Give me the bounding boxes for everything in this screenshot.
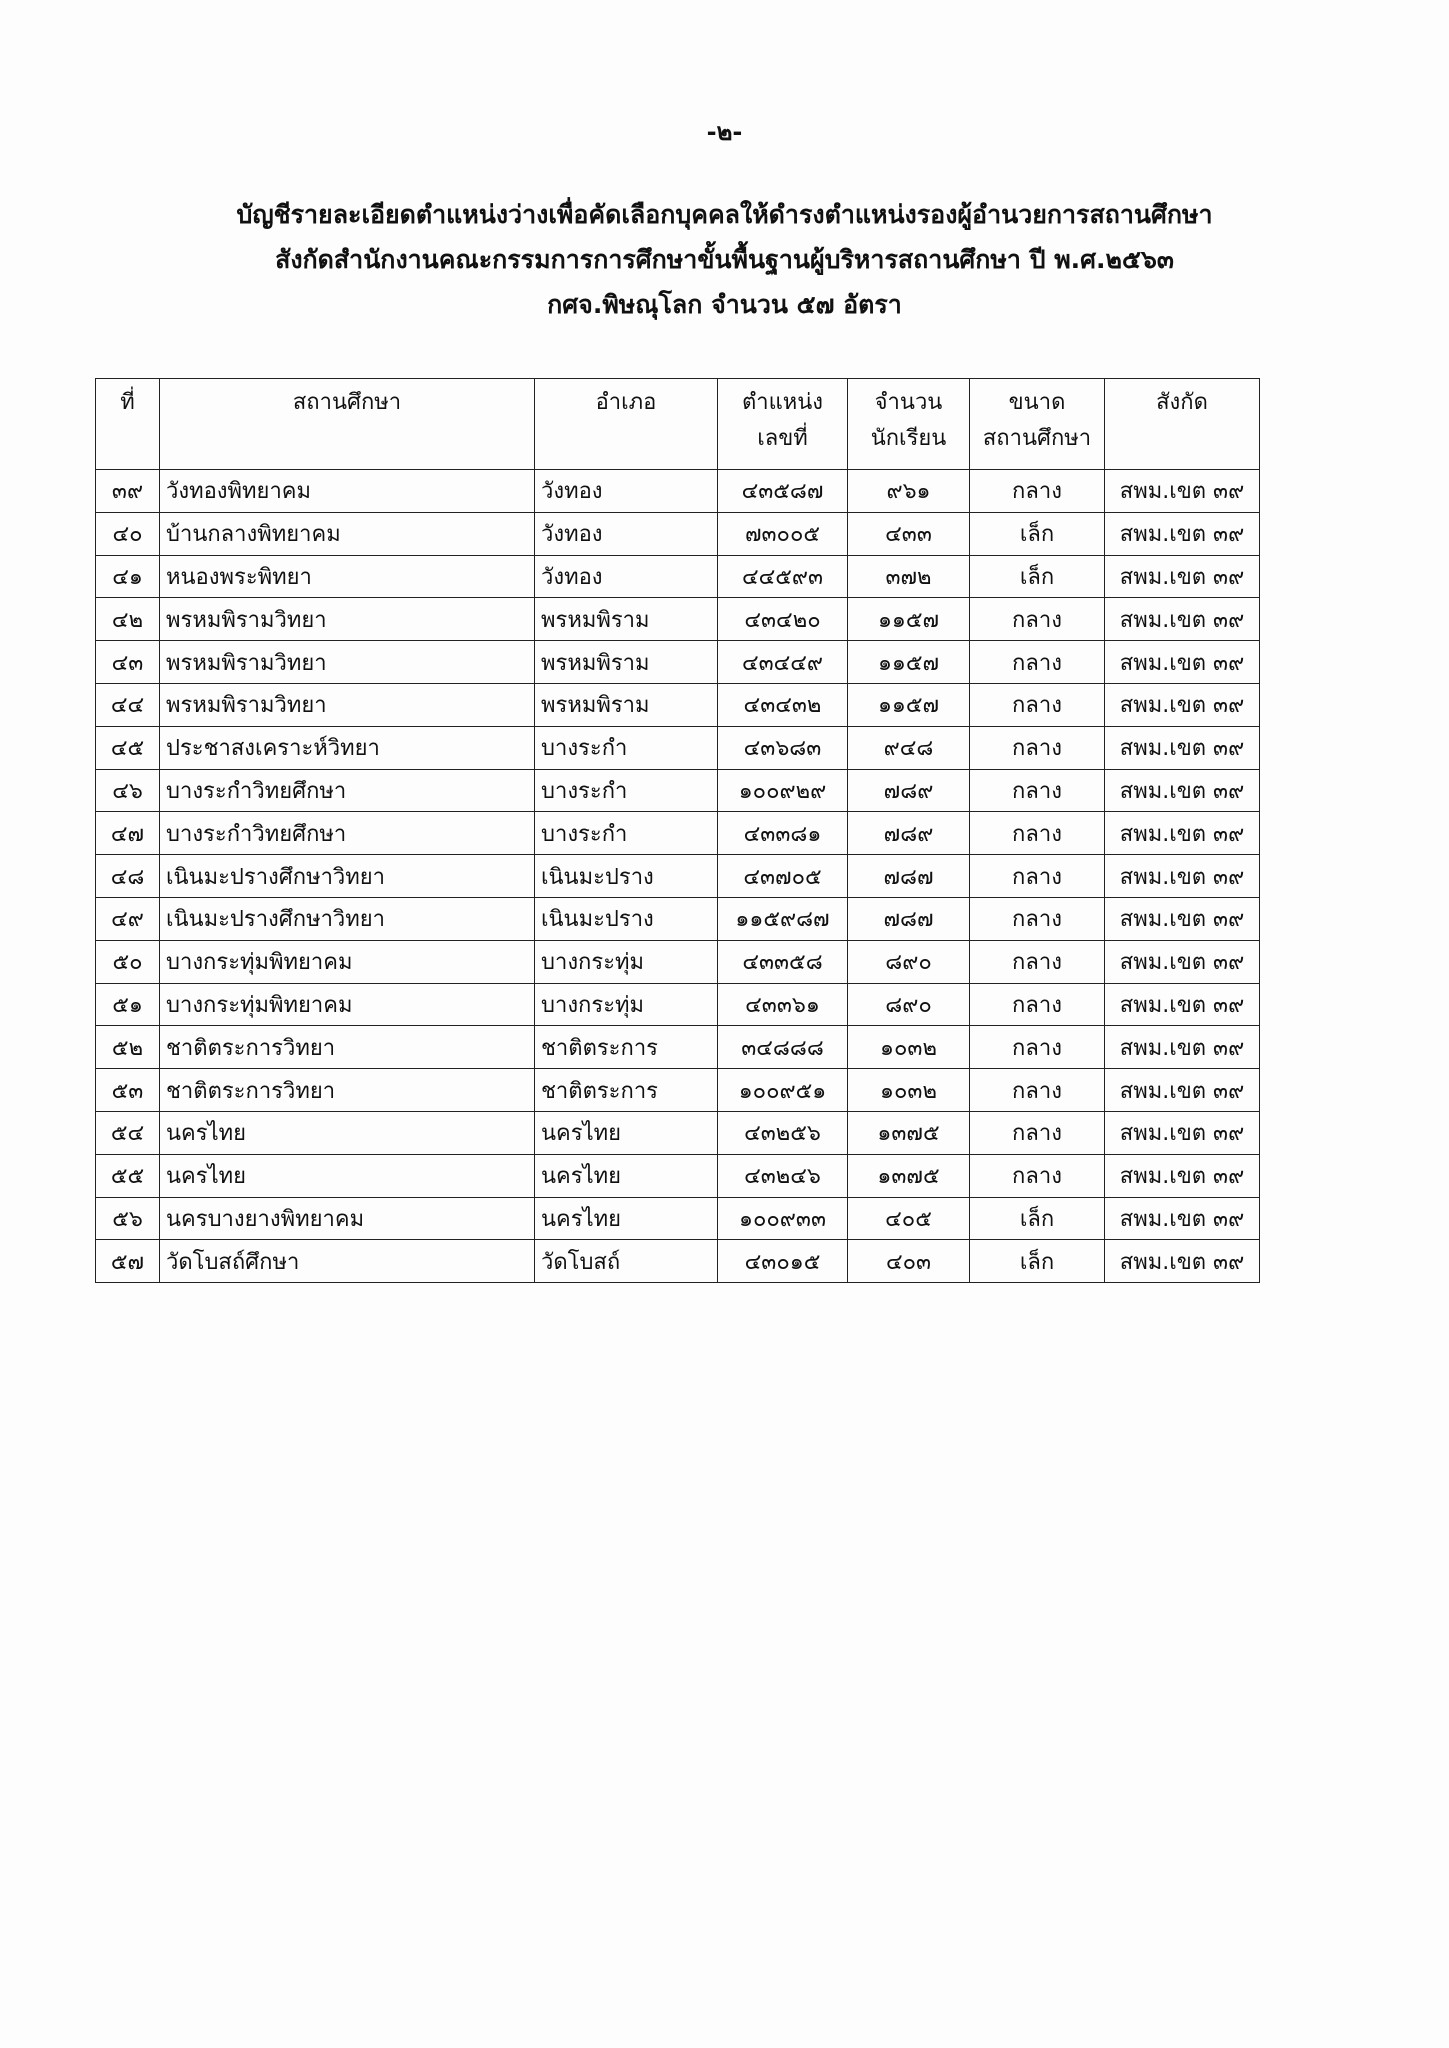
cell-position-number: ๔๓๐๑๕ [718, 1240, 848, 1283]
cell-student-count: ๘๙๐ [848, 940, 970, 983]
cell-position-number: ๔๓๒๕๖ [718, 1111, 848, 1154]
cell-school-size: กลาง [970, 855, 1105, 898]
cell-position-number: ๔๔๕๙๓ [718, 555, 848, 598]
cell-district: นครไทย [535, 1154, 718, 1197]
cell-student-count: ๙๔๘ [848, 726, 970, 769]
cell-district: ชาติตระการ [535, 1026, 718, 1069]
cell-school: นครบางยางพิทยาคม [160, 1197, 535, 1240]
cell-office: สพม.เขต ๓๙ [1105, 555, 1260, 598]
cell-no: ๔๔ [96, 683, 160, 726]
cell-office: สพม.เขต ๓๙ [1105, 1026, 1260, 1069]
cell-student-count: ๑๑๕๗ [848, 598, 970, 641]
cell-no: ๕๔ [96, 1111, 160, 1154]
cell-school: นครไทย [160, 1154, 535, 1197]
cell-position-number: ๑๑๕๙๘๗ [718, 897, 848, 940]
cell-school: บางระกำวิทยศึกษา [160, 769, 535, 812]
table-row [96, 641, 1260, 684]
cell-office: สพม.เขต ๓๙ [1105, 1069, 1260, 1112]
cell-no: ๕๖ [96, 1197, 160, 1240]
cell-no: ๕๗ [96, 1240, 160, 1283]
cell-school-size: กลาง [970, 1026, 1105, 1069]
cell-school: เนินมะปรางศึกษาวิทยา [160, 897, 535, 940]
table-row [96, 512, 1260, 555]
cell-no: ๔๒ [96, 598, 160, 641]
cell-no: ๔๑ [96, 555, 160, 598]
cell-office: สพม.เขต ๓๙ [1105, 983, 1260, 1026]
cell-office: สพม.เขต ๓๙ [1105, 1111, 1260, 1154]
cell-district: บางระกำ [535, 769, 718, 812]
cell-no: ๕๓ [96, 1069, 160, 1112]
cell-district: พรหมพิราม [535, 683, 718, 726]
cell-no: ๔๐ [96, 512, 160, 555]
cell-student-count: ๑๑๕๗ [848, 641, 970, 684]
page-number: -๒- [706, 118, 743, 146]
cell-district: บางกระทุ่ม [535, 983, 718, 1026]
table-header-row [96, 379, 1260, 470]
cell-school-size: กลาง [970, 983, 1105, 1026]
table-row [96, 555, 1260, 598]
title-line-1: บัญชีรายละเอียดตำแหน่งว่างเพื่อคัดเลือกบุคคลให้ดำรงตำแหน่งรองผู้อำนวยการสถานศึกษา [236, 200, 1213, 229]
cell-position-number: ๔๓๖๘๓ [718, 726, 848, 769]
table-row [96, 812, 1260, 855]
cell-district: บางกระทุ่ม [535, 940, 718, 983]
table-row [96, 683, 1260, 726]
cell-school-size: กลาง [970, 769, 1105, 812]
cell-position-number: ๔๓๒๔๖ [718, 1154, 848, 1197]
table-row [96, 1197, 1260, 1240]
cell-office: สพม.เขต ๓๙ [1105, 598, 1260, 641]
cell-district: เนินมะปราง [535, 855, 718, 898]
cell-school: เนินมะปรางศึกษาวิทยา [160, 855, 535, 898]
cell-school-size: กลาง [970, 470, 1105, 513]
cell-no: ๔๖ [96, 769, 160, 812]
cell-office: สพม.เขต ๓๙ [1105, 940, 1260, 983]
cell-school-size: กลาง [970, 1069, 1105, 1112]
cell-position-number: ๗๓๐๐๕ [718, 512, 848, 555]
cell-position-number: ๔๓๗๐๕ [718, 855, 848, 898]
table-row [96, 983, 1260, 1026]
cell-student-count: ๑๐๓๒ [848, 1069, 970, 1112]
cell-student-count: ๗๘๙ [848, 769, 970, 812]
cell-no: ๔๕ [96, 726, 160, 769]
cell-district: วังทอง [535, 470, 718, 513]
table-row [96, 855, 1260, 898]
cell-school-size: กลาง [970, 726, 1105, 769]
cell-no: ๔๙ [96, 897, 160, 940]
cell-position-number: ๔๓๔๓๒ [718, 683, 848, 726]
cell-office: สพม.เขต ๓๙ [1105, 812, 1260, 855]
table-row [96, 1069, 1260, 1112]
cell-school-size: เล็ก [970, 1197, 1105, 1240]
cell-school: บางกระทุ่มพิทยาคม [160, 983, 535, 1026]
table-row [96, 769, 1260, 812]
cell-no: ๔๓ [96, 641, 160, 684]
header-district: อำเภอ [535, 379, 718, 470]
cell-district: นครไทย [535, 1197, 718, 1240]
cell-student-count: ๔๓๓ [848, 512, 970, 555]
cell-no: ๕๒ [96, 1026, 160, 1069]
cell-position-number: ๓๔๘๘๘ [718, 1026, 848, 1069]
cell-school: บ้านกลางพิทยาคม [160, 512, 535, 555]
cell-school-size: กลาง [970, 641, 1105, 684]
cell-student-count: ๑๓๗๕ [848, 1111, 970, 1154]
cell-office: สพม.เขต ๓๙ [1105, 897, 1260, 940]
table-row [96, 1240, 1260, 1283]
table-row [96, 897, 1260, 940]
cell-student-count: ๑๓๗๕ [848, 1154, 970, 1197]
cell-school-size: เล็ก [970, 1240, 1105, 1283]
title-line-2: สังกัดสำนักงานคณะกรรมการการศึกษาขั้นพื้นฐานผู้บริหารสถานศึกษา ปี พ.ศ.๒๕๖๓ [275, 245, 1174, 274]
cell-office: สพม.เขต ๓๙ [1105, 855, 1260, 898]
cell-school: พรหมพิรามวิทยา [160, 683, 535, 726]
cell-district: เนินมะปราง [535, 897, 718, 940]
cell-district: ชาติตระการ [535, 1069, 718, 1112]
cell-student-count: ๗๘๗ [848, 897, 970, 940]
cell-no: ๕๐ [96, 940, 160, 983]
cell-no: ๔๘ [96, 855, 160, 898]
cell-student-count: ๔๐๓ [848, 1240, 970, 1283]
cell-school: ประชาสงเคราะห์วิทยา [160, 726, 535, 769]
cell-school: วัดโบสถ์ศึกษา [160, 1240, 535, 1283]
cell-office: สพม.เขต ๓๙ [1105, 512, 1260, 555]
table-row [96, 726, 1260, 769]
cell-no: ๕๕ [96, 1154, 160, 1197]
cell-district: วัดโบสถ์ [535, 1240, 718, 1283]
cell-student-count: ๗๘๙ [848, 812, 970, 855]
cell-office: สพม.เขต ๓๙ [1105, 1154, 1260, 1197]
cell-student-count: ๘๙๐ [848, 983, 970, 1026]
cell-school-size: กลาง [970, 683, 1105, 726]
cell-student-count: ๑๑๕๗ [848, 683, 970, 726]
cell-position-number: ๔๓๓๖๑ [718, 983, 848, 1026]
cell-student-count: ๙๖๑ [848, 470, 970, 513]
cell-no: ๔๗ [96, 812, 160, 855]
table-row [96, 1026, 1260, 1069]
cell-office: สพม.เขต ๓๙ [1105, 769, 1260, 812]
table-row [96, 598, 1260, 641]
cell-student-count: ๑๐๓๒ [848, 1026, 970, 1069]
cell-district: พรหมพิราม [535, 598, 718, 641]
cell-position-number: ๑๐๐๙๕๑ [718, 1069, 848, 1112]
cell-no: ๕๑ [96, 983, 160, 1026]
cell-office: สพม.เขต ๓๙ [1105, 470, 1260, 513]
cell-school-size: กลาง [970, 940, 1105, 983]
header-student-count: จำนวน นักเรียน [848, 379, 970, 470]
header-office: สังกัด [1105, 379, 1260, 470]
cell-district: วังทอง [535, 555, 718, 598]
cell-office: สพม.เขต ๓๙ [1105, 1240, 1260, 1283]
cell-position-number: ๔๓๓๘๑ [718, 812, 848, 855]
vacancy-table [95, 378, 1260, 1283]
cell-position-number: ๑๐๐๙๒๙ [718, 769, 848, 812]
cell-student-count: ๗๘๗ [848, 855, 970, 898]
table-row [96, 1111, 1260, 1154]
cell-office: สพม.เขต ๓๙ [1105, 683, 1260, 726]
cell-position-number: ๔๓๕๘๗ [718, 470, 848, 513]
cell-school-size: เล็ก [970, 555, 1105, 598]
header-school: สถานศึกษา [160, 379, 535, 470]
cell-office: สพม.เขต ๓๙ [1105, 1197, 1260, 1240]
cell-school: ชาติตระการวิทยา [160, 1026, 535, 1069]
cell-school-size: กลาง [970, 812, 1105, 855]
header-no: ที่ [96, 379, 160, 470]
cell-school: บางกระทุ่มพิทยาคม [160, 940, 535, 983]
cell-position-number: ๑๐๐๙๓๓ [718, 1197, 848, 1240]
cell-school: พรหมพิรามวิทยา [160, 598, 535, 641]
table-row [96, 940, 1260, 983]
cell-school-size: เล็ก [970, 512, 1105, 555]
cell-school: ชาติตระการวิทยา [160, 1069, 535, 1112]
cell-district: วังทอง [535, 512, 718, 555]
cell-school-size: กลาง [970, 598, 1105, 641]
cell-school: หนองพระพิทยา [160, 555, 535, 598]
cell-student-count: ๔๐๕ [848, 1197, 970, 1240]
cell-student-count: ๓๗๒ [848, 555, 970, 598]
cell-district: พรหมพิราม [535, 641, 718, 684]
table-body [96, 470, 1260, 1283]
cell-district: บางระกำ [535, 812, 718, 855]
cell-position-number: ๔๓๔๒๐ [718, 598, 848, 641]
cell-district: นครไทย [535, 1111, 718, 1154]
header-school-size: ขนาด สถานศึกษา [970, 379, 1105, 470]
cell-school-size: กลาง [970, 1111, 1105, 1154]
title-line-3: กศจ.พิษณุโลก จำนวน ๕๗ อัตรา [547, 290, 902, 319]
table-row [96, 470, 1260, 513]
header-position-number: ตำแหน่ง เลขที่ [718, 379, 848, 470]
cell-position-number: ๔๓๓๕๘ [718, 940, 848, 983]
cell-school: บางระกำวิทยศึกษา [160, 812, 535, 855]
document-title [60, 192, 1389, 327]
cell-no: ๓๙ [96, 470, 160, 513]
cell-school: พรหมพิรามวิทยา [160, 641, 535, 684]
table-row [96, 1154, 1260, 1197]
cell-position-number: ๔๓๔๔๙ [718, 641, 848, 684]
cell-school: วังทองพิทยาคม [160, 470, 535, 513]
cell-office: สพม.เขต ๓๙ [1105, 641, 1260, 684]
cell-school-size: กลาง [970, 897, 1105, 940]
cell-office: สพม.เขต ๓๙ [1105, 726, 1260, 769]
cell-school: นครไทย [160, 1111, 535, 1154]
cell-school-size: กลาง [970, 1154, 1105, 1197]
cell-district: บางระกำ [535, 726, 718, 769]
